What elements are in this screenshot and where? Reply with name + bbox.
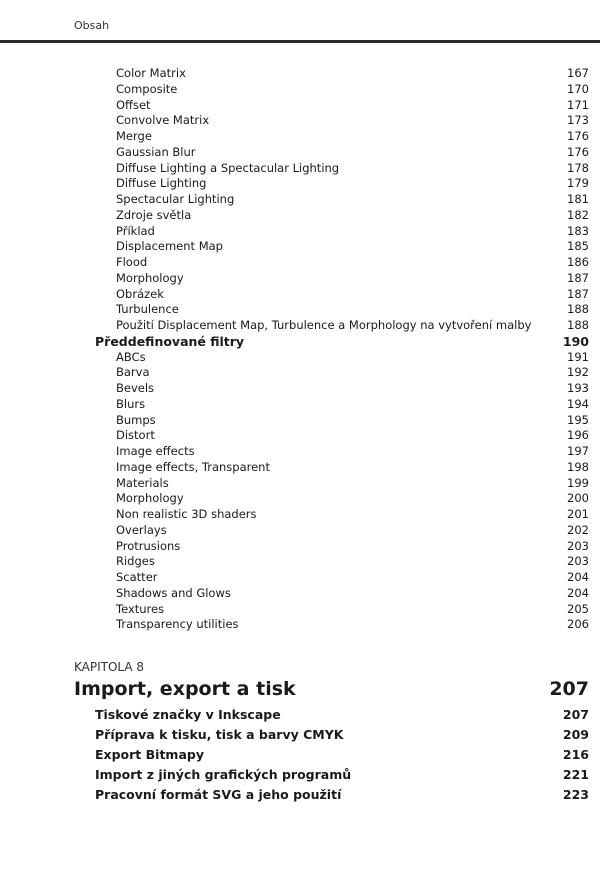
toc-entry-title: Image effects, Transparent — [116, 459, 270, 474]
toc-row — [0, 255, 600, 271]
toc-page-number: 216 — [562, 747, 589, 762]
toc-row — [0, 66, 600, 82]
chapter-label: KAPITOLA 8 — [74, 660, 145, 674]
toc-row — [0, 82, 600, 98]
toc-row — [0, 765, 600, 785]
toc-entry-title: Příklad — [116, 223, 155, 238]
toc-entry-title: Obrázek — [116, 286, 164, 301]
toc-entry-title: Bumps — [116, 412, 156, 427]
toc-row — [0, 428, 600, 444]
toc-page-number: 191 — [567, 349, 589, 364]
toc-page-number: 187 — [567, 270, 589, 285]
toc-entry-title: Shadows and Glows — [116, 585, 231, 600]
toc-row — [0, 318, 600, 334]
toc-page-number: 207 — [562, 707, 589, 722]
toc-section-row — [0, 334, 600, 350]
toc-entry-title: Turbulence — [116, 302, 179, 317]
chapter-title: Import, export a tisk — [74, 678, 296, 700]
toc-page-number: 183 — [567, 223, 589, 238]
toc-row — [0, 98, 600, 114]
toc-entry-title: Displacement Map — [116, 239, 223, 254]
toc-page-number: 204 — [567, 585, 589, 600]
toc-entry-title: Zdroje světla — [116, 207, 192, 222]
toc-entry-title: Ridges — [116, 554, 155, 569]
toc-entry-title: Materials — [116, 475, 169, 490]
toc-entry-title: Offset — [116, 97, 151, 112]
toc-page-number: 176 — [567, 129, 589, 143]
toc-page-number: 203 — [567, 538, 589, 553]
toc-row — [0, 145, 600, 161]
toc-row — [0, 113, 600, 129]
toc-page-number: 202 — [567, 522, 589, 537]
toc-row — [0, 725, 600, 745]
toc-row — [0, 208, 600, 224]
toc-entry-title: Composite — [116, 81, 178, 96]
toc-row — [0, 539, 600, 555]
toc-page-number: 178 — [567, 160, 589, 175]
toc-entry-title: Scatter — [116, 570, 158, 584]
toc-entry-title: Textures — [116, 601, 165, 616]
toc-entry-title: Předdefinované filtry — [95, 333, 245, 349]
toc-page-number: 185 — [567, 239, 589, 254]
toc-row — [0, 586, 600, 602]
toc-page-number: 203 — [567, 554, 589, 569]
toc-page-number: 201 — [567, 507, 589, 521]
toc-entry-title: Non realistic 3D shaders — [116, 507, 257, 521]
toc-page-number: 209 — [562, 727, 589, 742]
toc-entry-title: Export Bitmapy — [95, 747, 204, 762]
toc-row — [0, 176, 600, 192]
toc-entry-title: Tiskové značky v Inkscape — [95, 707, 281, 722]
toc-entry-title: Distort — [116, 428, 155, 443]
toc-page-number: 199 — [567, 475, 589, 490]
chapter-page-number: 207 — [549, 678, 589, 700]
toc-row — [0, 350, 600, 366]
toc-row — [0, 271, 600, 287]
toc-page-number: 187 — [567, 286, 589, 301]
toc-page-number: 194 — [567, 396, 589, 411]
toc-page-number: 221 — [562, 767, 589, 782]
toc-entry-title: Spectacular Lighting — [116, 192, 235, 206]
toc-row — [0, 476, 600, 492]
toc-page-number: 186 — [567, 255, 589, 269]
toc-row — [0, 491, 600, 507]
toc-entry-title: Morphology — [116, 491, 184, 506]
toc-page-number: 197 — [567, 444, 589, 458]
toc-row — [0, 192, 600, 208]
toc-row — [0, 554, 600, 570]
toc-page-number: 206 — [567, 617, 589, 632]
toc-row — [0, 570, 600, 586]
toc-row — [0, 239, 600, 255]
toc-page-number: 173 — [567, 113, 589, 128]
toc-entry-title: ABCs — [116, 349, 146, 364]
toc-entry-title: Convolve Matrix — [116, 113, 210, 128]
toc-page-number: 176 — [567, 144, 589, 159]
toc-row — [0, 413, 600, 429]
toc-page-number: 188 — [567, 302, 589, 317]
toc-page-number: 171 — [567, 97, 589, 112]
toc-row — [0, 745, 600, 765]
toc-row — [0, 365, 600, 381]
toc-page-number: 195 — [567, 412, 589, 427]
toc-page-number: 170 — [567, 81, 589, 96]
toc-page-number: 181 — [567, 192, 589, 206]
toc-entry-title: Merge — [116, 129, 152, 143]
toc-row — [0, 602, 600, 618]
toc-row — [0, 381, 600, 397]
toc-entry-title: Morphology — [116, 270, 184, 285]
toc-entry-title: Diffuse Lighting — [116, 176, 207, 191]
toc-page-number: 179 — [567, 176, 589, 191]
toc-page-number: 190 — [562, 333, 589, 349]
toc-row — [0, 302, 600, 318]
toc-page-number: 192 — [567, 365, 589, 380]
chapter-heading — [74, 678, 589, 702]
toc-page-number: 205 — [567, 601, 589, 616]
toc-row — [0, 785, 600, 805]
toc-page-number: 204 — [567, 570, 589, 584]
toc-entry-title: Příprava k tisku, tisk a barvy CMYK — [95, 727, 344, 742]
toc-page-number: 196 — [567, 428, 589, 443]
toc-entry-title: Blurs — [116, 396, 146, 411]
toc-entry-title: Barva — [116, 365, 150, 380]
toc-entry-title: Color Matrix — [116, 66, 186, 80]
toc-entry-title: Pracovní formát SVG a jeho použití — [95, 787, 342, 802]
toc-row — [0, 287, 600, 303]
toc-page-number: 200 — [567, 491, 589, 506]
toc-entry-title: Diffuse Lighting a Spectacular Lighting — [116, 160, 340, 175]
toc-row — [0, 705, 600, 725]
toc-row — [0, 444, 600, 460]
toc-page-number: 193 — [567, 381, 589, 395]
toc-entry-title: Gaussian Blur — [116, 144, 196, 159]
toc-entry-title: Image effects — [116, 444, 195, 458]
toc-row — [0, 161, 600, 177]
toc-row — [0, 617, 600, 633]
header-rule — [0, 40, 600, 43]
toc-page-number: 188 — [567, 318, 589, 332]
chapter-toc-list — [0, 705, 600, 805]
toc-list — [0, 66, 600, 633]
toc-entry-title: Použití Displacement Map, Turbulence a Morphology na vytvoření malby — [116, 318, 532, 332]
toc-row — [0, 523, 600, 539]
toc-page-number: 198 — [567, 459, 589, 474]
toc-page-number: 223 — [562, 787, 589, 802]
toc-row — [0, 129, 600, 145]
toc-entry-title: Transparency utilities — [116, 617, 239, 632]
toc-page-number: 167 — [567, 66, 589, 80]
toc-row — [0, 397, 600, 413]
toc-row — [0, 460, 600, 476]
toc-page-number: 182 — [567, 207, 589, 222]
toc-entry-title: Overlays — [116, 522, 167, 537]
toc-row — [0, 507, 600, 523]
toc-row — [0, 224, 600, 240]
running-header: Obsah — [74, 19, 110, 32]
toc-entry-title: Flood — [116, 255, 148, 269]
toc-entry-title: Import z jiných grafických programů — [95, 767, 352, 782]
toc-entry-title: Bevels — [116, 381, 155, 395]
toc-entry-title: Protrusions — [116, 538, 181, 553]
